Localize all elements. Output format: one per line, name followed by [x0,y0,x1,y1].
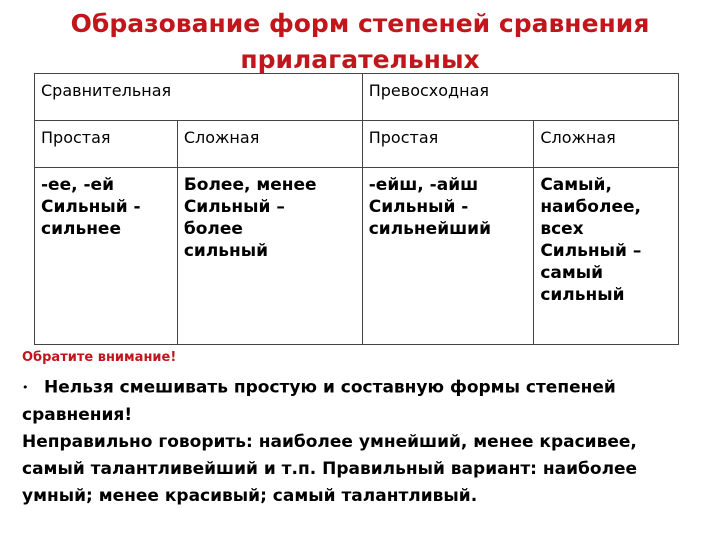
subheader-superlative-compound: Сложная [534,121,679,168]
cell-comparative-simple [35,168,178,345]
cell-superlative-compound [534,168,679,345]
cell-line: более [183,219,243,239]
subheader-comparative-compound: Сложная [177,121,362,168]
note-block [22,348,702,510]
cell-line: сильнейший [368,219,491,239]
cell-line: сильный [183,241,269,261]
cell-superlative-simple [362,168,534,345]
cell-line: Самый, [540,175,612,195]
table-header-row [35,74,679,121]
subheader-superlative-simple: Простая [362,121,534,168]
cell-comparative-compound [177,168,362,345]
title-line-1: Образование форм степеней сравнения [70,9,650,38]
cell-line: -ейш, -айш [368,175,479,195]
note-heading: Обратите внимание! [22,350,177,365]
cell-line: Сильный - [368,197,469,217]
degrees-table [34,73,679,345]
title-line-2: прилагательных [240,45,480,74]
header-superlative: Превосходная [362,74,678,121]
cell-line: Сильный - [41,197,141,217]
cell-line: сильный [540,285,625,305]
table-row [35,168,679,345]
note-body [22,374,702,510]
note-example: Неправильно говорить: наиболее умнейший, менее красивее, самый талантливейший и т.п. Правильный вариант: наиболее умный; менее красивый; самый талантливый. [22,431,638,506]
cell-line: всех [540,219,584,239]
table-subheader-row [35,121,679,168]
cell-line: -ее, -ей [41,175,114,195]
bullet-icon: • [22,381,29,394]
page-title [0,6,720,78]
cell-line: Более, менее [183,175,317,195]
cell-line: Сильный – [183,197,285,217]
cell-line: сильнее [41,219,121,239]
subheader-comparative-simple: Простая [35,121,178,168]
cell-line: наиболее, [540,197,641,217]
header-comparative: Сравнительная [35,74,363,121]
note-rule: Нельзя смешивать простую и составную формы степеней сравнения! [22,377,616,425]
cell-line: Сильный – [540,241,642,261]
cell-line: самый [540,263,604,283]
